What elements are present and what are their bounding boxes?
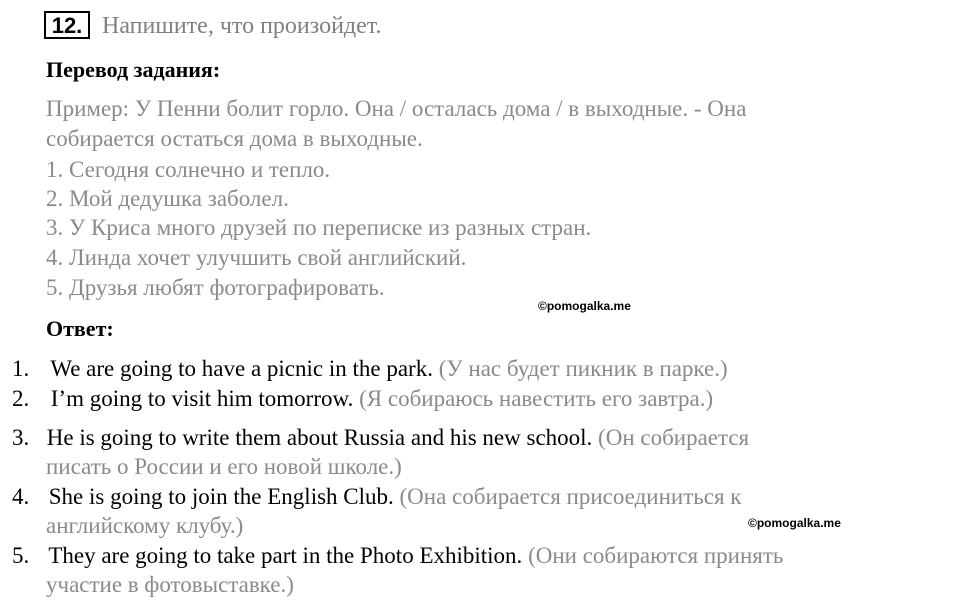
answer-number: 1. — [12, 356, 30, 381]
answer-item-3-continuation — [46, 452, 402, 482]
answer-number: 2. — [12, 386, 30, 411]
answer-english: I’m going to visit him tomorrow. — [50, 386, 354, 411]
translation-heading: Перевод задания: — [46, 57, 221, 82]
translation-line: Пример: У Пенни болит горло. Она / осталась дома / в выходные. - Она — [46, 96, 747, 121]
answer-russian: (Я собираюсь навестить его завтра.) — [359, 386, 714, 411]
answer-number: 4. — [12, 484, 30, 509]
answer-english: He is going to write them about Russia and his new school. — [46, 425, 593, 450]
task-title: Напишите, что произойдет. — [102, 13, 382, 39]
answer-item-2 — [12, 384, 713, 414]
answer-english: She is going to join the English Club. — [48, 484, 394, 509]
translation-line: собирается остаться дома в выходные. — [46, 126, 423, 151]
watermark: ©pomogalka.me — [748, 516, 841, 530]
answer-item-1 — [12, 354, 728, 384]
answer-number: 5. — [12, 543, 30, 568]
answer-heading: Ответ: — [46, 316, 114, 341]
translation-line: 1. Сегодня солнечно и тепло. — [46, 157, 331, 182]
answer-russian: (Они собираются принять — [528, 543, 784, 568]
answer-russian: (Он собирается — [598, 425, 750, 450]
answer-number: 3. — [12, 425, 30, 450]
answer-item-4-continuation — [46, 511, 243, 541]
answer-russian: (У нас будет пикник в парке.) — [438, 356, 728, 381]
answer-english: We are going to have a picnic in the park. — [50, 356, 433, 381]
watermark: ©pomogalka.me — [538, 299, 631, 313]
answer-item-5 — [12, 541, 783, 571]
answer-russian-continued: участие в фотовыставке.) — [46, 572, 294, 597]
answer-russian-continued: английскому клубу.) — [46, 513, 244, 538]
answer-russian: (Она собирается присоединиться к — [399, 484, 742, 509]
answer-item-5-continuation — [46, 570, 294, 600]
translation-line: 3. У Криса много друзей по переписке из разных стран. — [46, 215, 592, 240]
answer-item-3 — [12, 423, 749, 453]
translation-line: 2. Мой дедушка заболел. — [46, 186, 289, 211]
answer-item-4 — [12, 482, 741, 512]
translation-line: 5. Друзья любят фотографировать. — [46, 275, 385, 300]
translation-line: 4. Линда хочет улучшить свой английский. — [46, 245, 467, 270]
task-number-box: 12. — [44, 11, 90, 39]
answer-russian-continued: писать о России и его новой школе.) — [46, 454, 402, 479]
answer-english: They are going to take part in the Photo Exhibition. — [48, 543, 523, 568]
